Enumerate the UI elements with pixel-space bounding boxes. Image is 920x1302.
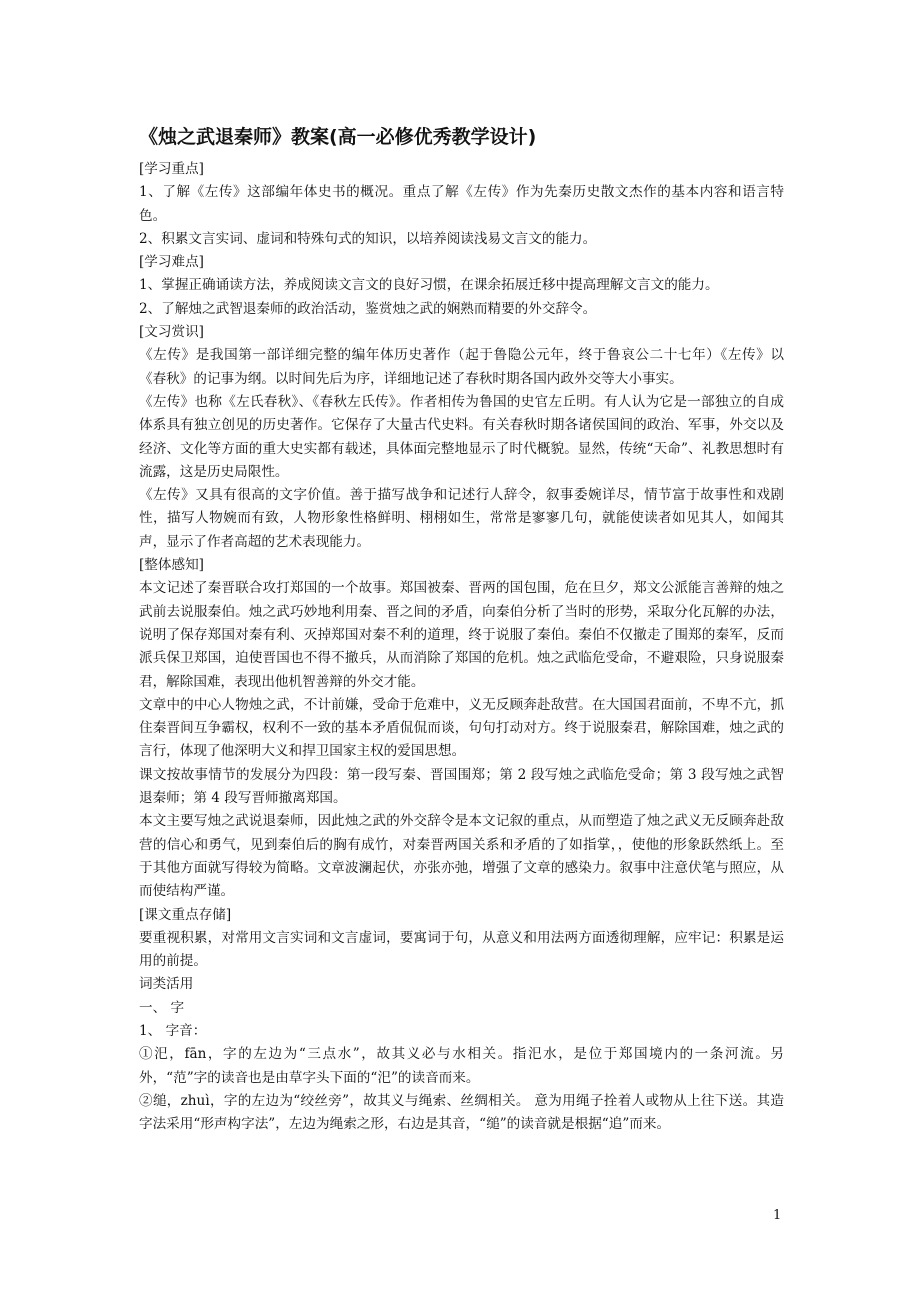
section-heading-storage: [课文重点存储] [139,906,232,923]
paragraph: 《左传》也称《左氏春秋》、《春秋左氏传》。作者相传为鲁国的史官左丘明。有人认为它是一部独立的自成体系具有独立创见的历史著作。它保存了大量古代史料。有关春秋时期各诸侯国间的政治、军事，外交以及经济、文化等方面的重大史实都有载述，具体面完整地显示了时代概貌。显然，传统“天命”、礼教思想时有流露，这是历史局限性。 [139,393,784,480]
section-heading-overall: [整体感知] [139,557,204,574]
document-body [139,158,784,1136]
paragraph: 词类活用 [139,976,194,993]
section-heading-difficulties: [学习难点] [139,254,204,271]
paragraph: 本文记述了秦晋联合攻打郑国的一个故事。郑国被秦、晋两的国包围，危在旦夕，郑文公派能言善辩的烛之武前去说服秦伯。烛之武巧妙地利用秦、晋之间的矛盾，向秦伯分析了当时的形势，采取分化瓦解的办法，说明了保存郑国对秦有利、灭掉郑国对秦不利的道理，终于说服了秦伯。秦伯不仅撤走了围郑的秦军，反而派兵保卫郑国，迫使晋国也不得不撤兵，从而消除了郑国的危机。烛之武临危受命，不避艰险，只身说服秦君，解除国难，表现出他机智善辩的外交才能。 [139,580,784,690]
paragraph: 本文主要写烛之武说退秦师，因此烛之武的外交辞令是本文记叙的重点，从而塑造了烛之武义无反顾奔赴敌营的信心和勇气，见到秦伯后的胸有成竹，对秦晋两国关系和矛盾的了如指掌，，使他的形象跃然纸上。至于其他方面就写得较为简略。文章波澜起伏，亦张亦弛，增强了文章的感染力。叙事中注意伏笔与照应，从而使结构严谨。 [139,813,784,900]
paragraph: 文章中的中心人物烛之武，不计前嫌，受命于危难中，义无反顾奔赴敌营。在大国国君面前，不卑不亢，抓住秦晋间互争霸权，权利不一致的基本矛盾侃侃而谈，句句打动对方。终于说服秦君，解除国难，烛之武的言行，体现了他深明大义和捍卫国家主权的爱国思想。 [139,696,784,760]
paragraph: 《左传》又具有很高的文字价值。善于描写战争和记述行人辞令，叙事委婉详尽，情节富于故事性和戏剧性，描写人物婉而有致，人物形象性格鲜明、栩栩如生，常常是寥寥几句，就能使读者如见其人，如闻其声，显示了作者高超的艺术表现能力。 [139,487,784,550]
document-title: 《烛之武退秦师》教案(高一必修优秀教学设计) [139,126,537,148]
paragraph: 1、掌握正确诵读方法，养成阅读文言文的良好习惯，在课余拓展迁移中提高理解文言文的能力。 [139,277,719,294]
paragraph: 1、 字音： [139,1022,207,1039]
paragraph: 一、 字 [139,999,185,1016]
paragraph: 课文按故事情节的发展分为四段：第一段写秦、晋国围郑；第 2 段写烛之武临危受命；第 3 段写烛之武智退秦师；第 4 段写晋师撤离郑国。 [139,766,784,807]
paragraph: 要重视积累，对常用文言实词和文言虚词，要寓词于句，从意义和用法两方面透彻理解，应牢记：积累是运用的前提。 [139,929,784,970]
paragraph: ②缒，zhuì，字的左边为“绞丝旁”，故其义与绳索、丝绸相关。 意为用绳子拴着人或物从上往下送。其造字法采用“形声构字法”，左边为绳索之形，右边是其音，“缒”的读音就是根据“追”而来。 [139,1092,784,1133]
paragraph: 《左传》是我国第一部详细完整的编年体历史著作（起于鲁隐公元年，终于鲁哀公二十七年）《左传》以《春秋》的记事为纲。以时间先后为序，详细地记述了春秋时期各国内政外交等大小事实。 [139,347,784,387]
paragraph: 1、了解《左传》这部编年体史书的概况。重点了解《左传》作为先秦历史散文杰作的基本内容和语言特色。 [139,184,784,224]
page-number: 1 [773,1208,782,1223]
section-heading-appreciation: [文习赏识] [139,324,204,341]
paragraph: ①汜，fān，字的左边为“三点水”，故其义必与水相关。指汜水，是位于郑国境内的一条河流。另外，“范”字的读音也是由草字头下面的“汜”的读音而来。 [139,1046,784,1086]
section-heading-key-points: [学习重点] [139,161,204,177]
paragraph: 2、了解烛之武智退秦师的政治活动，鉴赏烛之武的娴熟而精要的外交辞令。 [139,300,597,317]
paragraph: 2、积累文言实词、虚词和特殊句式的知识，以培养阅读浅易文言文的能力。 [139,230,597,247]
